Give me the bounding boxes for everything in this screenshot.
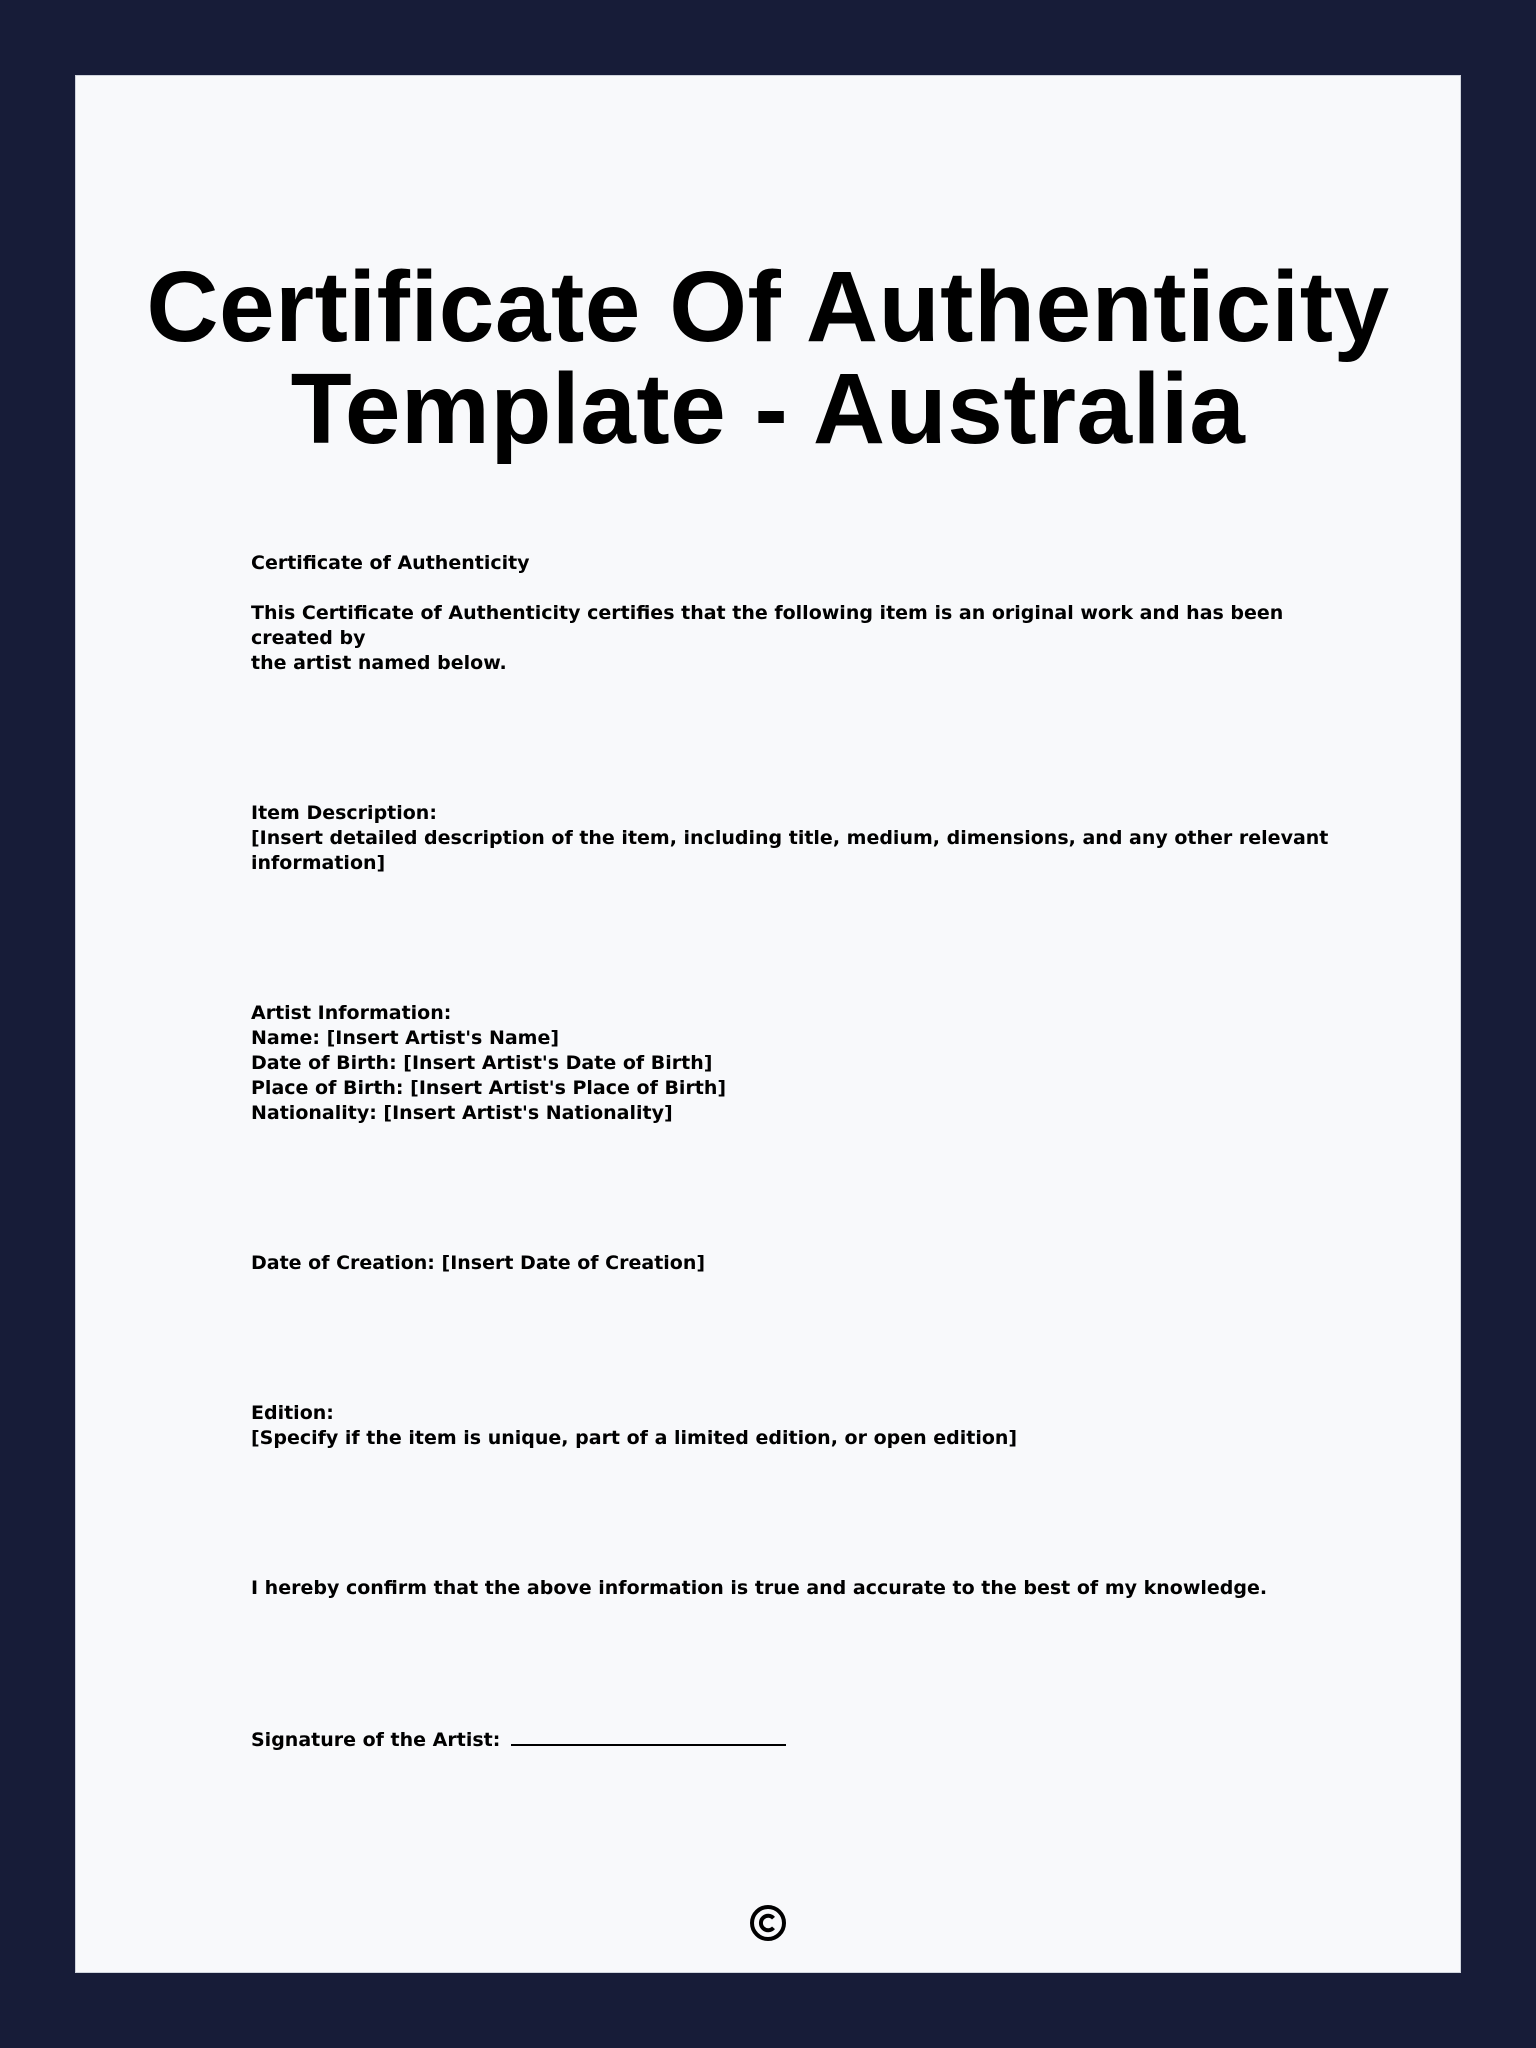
date-of-creation: Date of Creation: [Insert Date of Creation] <box>251 1252 706 1274</box>
copyright-icon <box>749 1904 787 1942</box>
edition-label: Edition: <box>251 1402 334 1424</box>
artist-information-label: Artist Information: <box>251 1002 452 1024</box>
artist-date-of-birth: Date of Birth: [Insert Artist's Date of Birth] <box>251 1052 713 1074</box>
signature-line <box>251 1726 1351 1753</box>
title-line-1: Certificate Of Authenticity <box>146 251 1390 363</box>
artist-nationality: Nationality: [Insert Artist's Nationality] <box>251 1102 673 1124</box>
artist-place-of-birth: Place of Birth: [Insert Artist's Place of Birth] <box>251 1077 727 1099</box>
certificate-heading: Certificate of Authenticity <box>251 552 530 574</box>
intro-paragraph <box>251 601 1351 676</box>
intro-line-2: the artist named below. <box>251 652 507 674</box>
item-description-line-1: [Insert detailed description of the item, including title, medium, dimensions, and any other relevant <box>251 827 1329 849</box>
artist-information-section <box>251 1001 1351 1126</box>
footer <box>76 1904 1460 1947</box>
certificate-body <box>251 551 1351 1753</box>
item-description-line-2: information] <box>251 852 386 874</box>
signature-blank <box>511 1726 786 1746</box>
certificate-page <box>75 75 1461 1973</box>
item-description-section <box>251 801 1351 876</box>
artist-name: Name: [Insert Artist's Name] <box>251 1027 560 1049</box>
title-line-2: Template - Australia <box>290 353 1246 465</box>
intro-line-1: This Certificate of Authenticity certifies that the following item is an original work and has been created by <box>251 602 1284 649</box>
confirmation-statement: I hereby confirm that the above information is true and accurate to the best of my knowledge. <box>251 1577 1268 1599</box>
item-description-label: Item Description: <box>251 802 437 824</box>
edition-text: [Specify if the item is unique, part of a limited edition, or open edition] <box>251 1427 1018 1449</box>
signature-label: Signature of the Artist: <box>251 1729 501 1751</box>
edition-section <box>251 1401 1351 1451</box>
page-title <box>76 251 1460 465</box>
